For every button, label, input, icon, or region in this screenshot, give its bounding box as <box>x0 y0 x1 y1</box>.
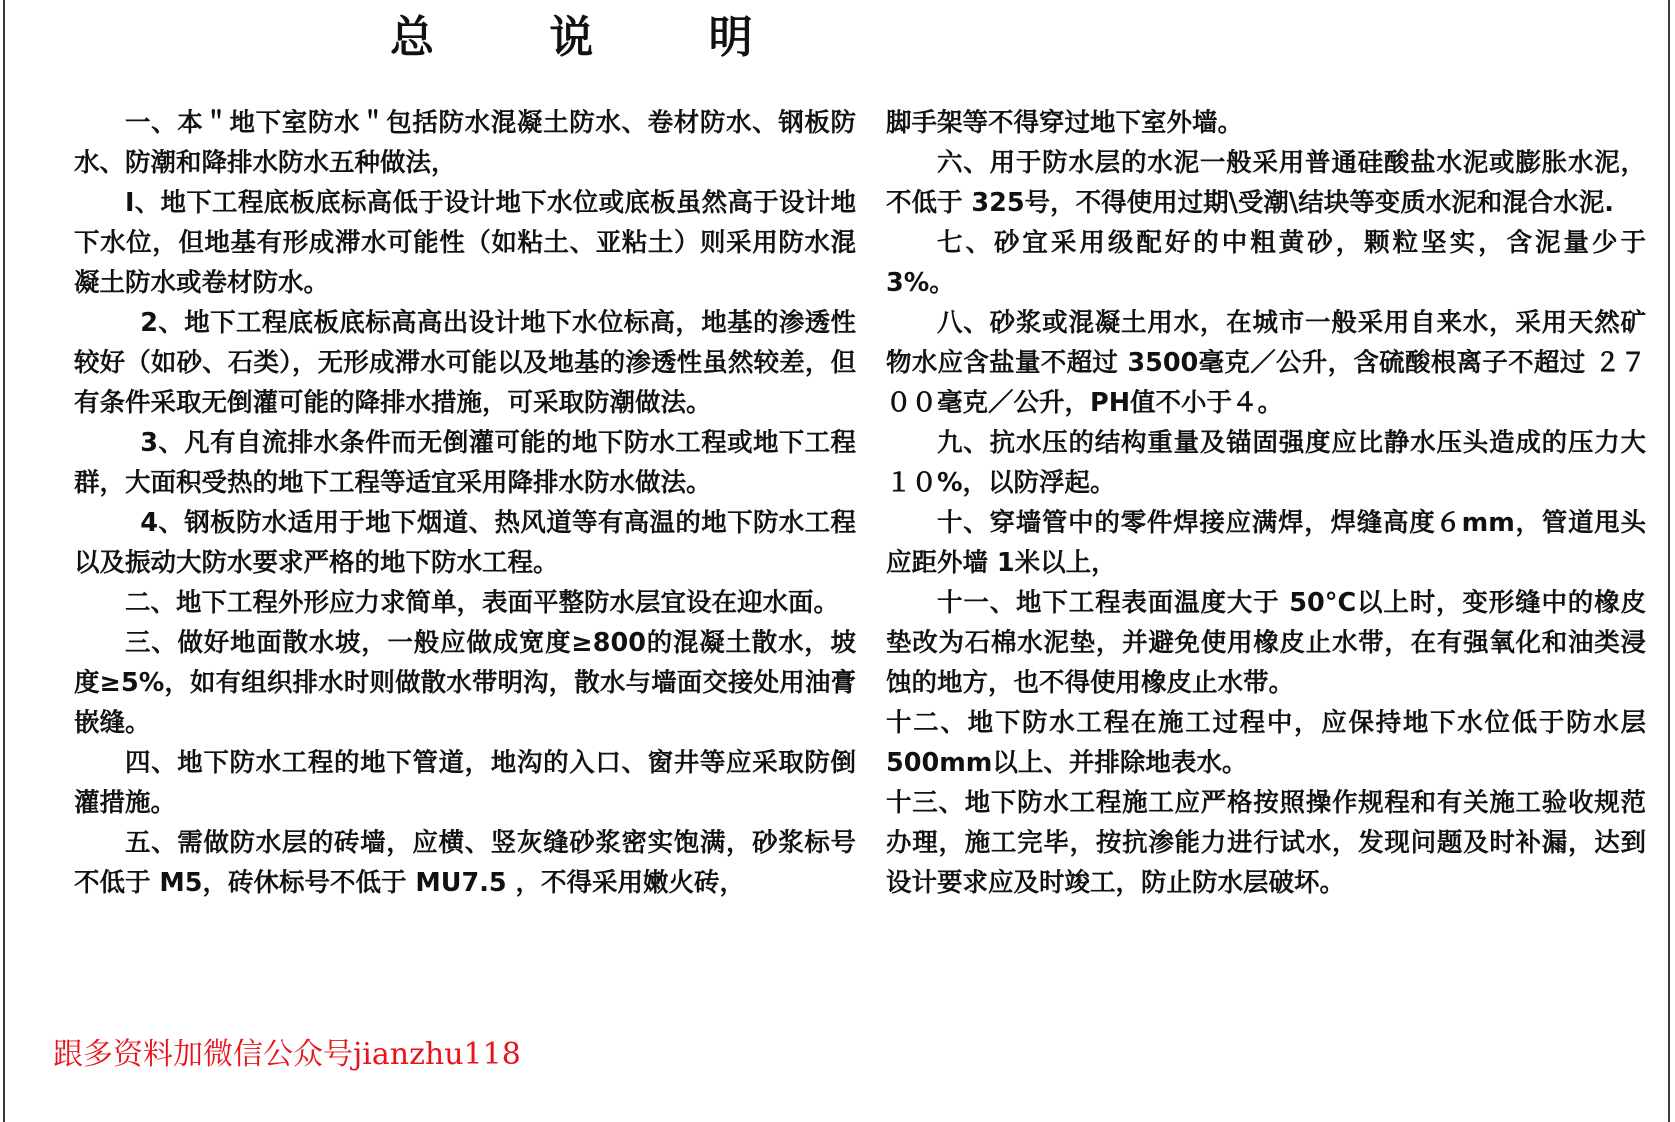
paragraph-1: 一、本＂地下室防水＂包括防水混凝土防水、卷材防水、钢板防水、防潮和降排水防水五种做法， <box>74 108 856 178</box>
paragraph-1-item-3: 3、凡有自流排水条件而无倒灌可能的地下防水工程或地下工程群，大面积受热的地下工程等适宜采用降排水防水做法。 <box>74 428 856 498</box>
paragraph-8: 八、砂浆或混凝土用水，在城市一般采用自来水，采用天然矿物水应含盐量不超过 3500毫克／公升，含硫酸根离子不超过 ２７００毫克／公升，PH值不小于４。 <box>886 308 1646 418</box>
paragraph-4: 四、地下防水工程的地下管道，地沟的入口、窗井等应采取防倒灌措施。 <box>74 748 856 818</box>
page-title: 总 说 明 <box>390 12 803 63</box>
paragraph-6: 六、用于防水层的水泥一般采用普通硅酸盐水泥或膨胀水泥，不低于 325号，不得使用过期\受潮\结块等变质水泥和混合水泥. <box>886 148 1646 218</box>
watermark-text: 跟多资料加微信公众号jianzhu118 <box>53 1037 521 1072</box>
right-text-column <box>886 103 1646 903</box>
paragraph-3: 三、做好地面散水坡，一般应做成宽度≥800的混凝土散水，坡度≥5%，如有组织排水时则做散水带明沟，散水与墙面交接处用油膏嵌缝。 <box>74 628 856 738</box>
left-text-column <box>74 103 856 903</box>
paragraph-1-item-1: Ⅰ、地下工程底板底标高低于设计地下水位或底板虽然高于设计地下水位，但地基有形成滞水可能性（如粘土、亚粘土）则采用防水混凝土防水或卷材防水。 <box>74 188 856 298</box>
paragraph-1-item-4: 4、钢板防水适用于地下烟道、热风道等有高温的地下防水工程以及振动大防水要求严格的地下防水工程。 <box>74 508 856 578</box>
paragraph-12: 十二、地下防水工程在施工过程中，应保持地下水位低于防水层 500mm以上、并排除地表水。 <box>886 708 1646 778</box>
paragraph-7: 七、砂宜采用级配好的中粗黄砂，颗粒坚实，含泥量少于 3%。 <box>886 228 1646 298</box>
paragraph-5-continued: 脚手架等不得穿过地下室外墙。 <box>886 108 1244 138</box>
paragraph-2: 二、地下工程外形应力求简单，表面平整防水层宜设在迎水面。 <box>125 588 840 618</box>
paragraph-13: 十三、地下防水工程施工应严格按照操作规程和有关施工验收规范办理，施工完毕，按抗渗能力进行试水，发现问题及时补漏，达到设计要求应及时竣工，防止防水层破坏。 <box>886 788 1646 898</box>
paragraph-10: 十、穿墙管中的零件焊接应满焊，焊缝高度６mm，管道甩头应距外墙 1米以上， <box>886 508 1646 578</box>
paragraph-5: 五、需做防水层的砖墙，应横、竖灰缝砂浆密实饱满，砂浆标号不低于 M5，砖休标号不低于 MU7.5 ，不得采用嫩火砖， <box>74 828 856 898</box>
paragraph-11: 十一、地下工程表面温度大于 50°C以上时，变形缝中的橡皮垫改为石棉水泥垫，并避免使用橡皮止水带，在有强氧化和油类浸蚀的地方，也不得使用橡皮止水带。 <box>886 588 1646 698</box>
paragraph-9: 九、抗水压的结构重量及锚固强度应比静水压头造成的压力大１０%，以防浮起。 <box>886 428 1646 498</box>
page-border-left <box>3 0 5 1122</box>
page-border-right <box>1668 0 1670 1122</box>
paragraph-1-item-2: 2、地下工程底板底标高高出设计地下水位标高，地基的渗透性较好（如砂、石类），无形成滞水可能以及地基的渗透性虽然较差，但有条件采取无倒灌可能的降排水措施，可采取防潮做法。 <box>74 308 856 418</box>
